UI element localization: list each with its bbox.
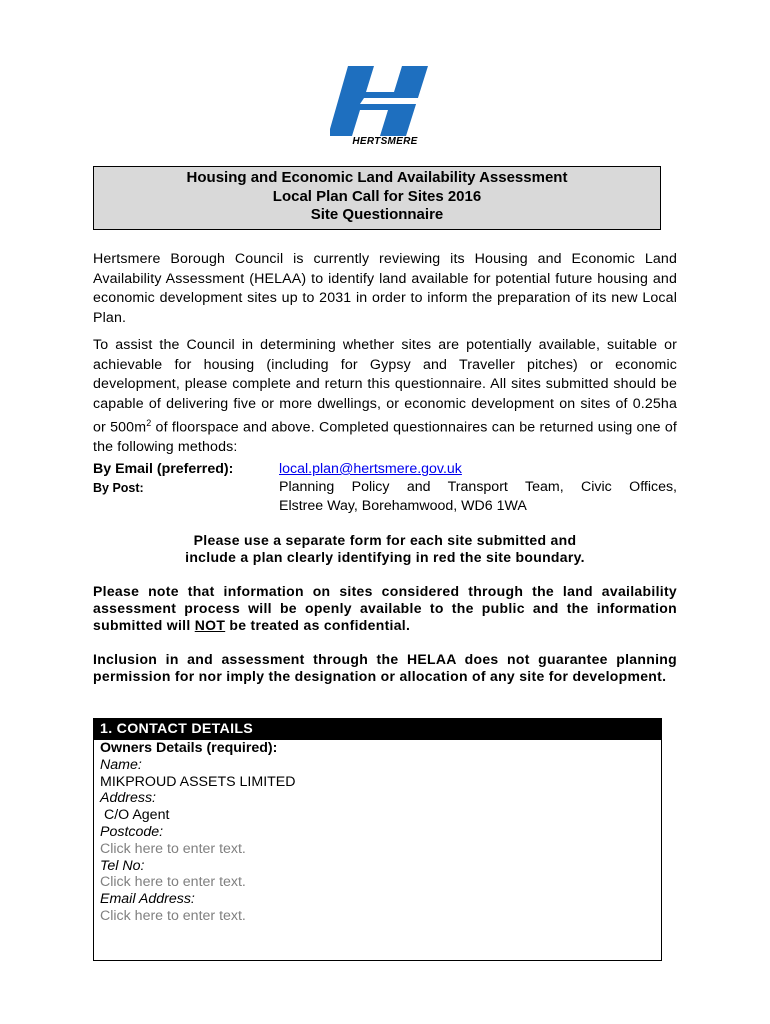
contact-details-body — [94, 740, 661, 925]
intro-p2-part-b: of floorspace and above. Completed questionnaires can be returned using one of the following methods: — [93, 419, 677, 456]
public-information-notice — [93, 583, 677, 634]
postcode-label: Postcode: — [100, 823, 164, 840]
address-label: Address: — [100, 790, 156, 807]
title-box — [93, 166, 661, 230]
email-method-link[interactable] — [279, 460, 462, 480]
separate-notice-line-2: include a plan clearly identifying in red the site boundary. — [185, 549, 585, 565]
address-field[interactable]: C/O Agent — [100, 807, 170, 824]
not-emphasis: NOT — [194, 617, 226, 633]
post-method-label: By Post: — [93, 481, 144, 495]
contact-details-header: 1. CONTACT DETAILS — [94, 719, 661, 740]
intro-p2-part-a: To assist the Council in determining whether sites are potentially available, suitable or achievable for housing (including for Gypsy and Traveller pitches) or economic development, please complete and return this questionnaire. All sites submitted should be capable of delivering five or more dwellings, or economic development on sites of 0.25ha or 500m — [93, 337, 677, 436]
separate-form-notice — [93, 532, 677, 566]
postcode-field[interactable]: Click here to enter text. — [100, 840, 246, 857]
helaa-disclaimer: Inclusion in and assessment through the HELAA does not guarantee planning permission for nor imply the designation or allocation of any site for development. — [93, 651, 677, 684]
tel-field[interactable]: Click here to enter text. — [100, 874, 246, 891]
title-line-3: Site Questionnaire — [310, 206, 444, 223]
title-line-2: Local Plan Call for Sites 2016 — [272, 187, 482, 205]
email-method-label: By Email (preferred): — [93, 461, 234, 477]
title-line-1: Housing and Economic Land Availability Assessment — [186, 169, 568, 186]
email-address-label: Email Address: — [100, 891, 195, 908]
public-notice-part-a: Please note that information on sites considered through the land availability assessment process will be openly available to the public and the information submitted will — [93, 583, 677, 633]
email-link[interactable]: local.plan@hertsmere.gov.uk — [279, 461, 462, 477]
post-address-line-1: Planning Policy and Transport Team, Civic Offices, — [279, 479, 677, 495]
intro-paragraph-1: Hertsmere Borough Council is currently reviewing its Housing and Economic Land Availability Assessment (HELAA) to identify land available for potential future housing and economic development sites up to 2031 in order to inform the preparation of its new Local Plan. — [93, 251, 677, 326]
tel-label: Tel No: — [100, 857, 145, 874]
contact-details-section — [93, 718, 662, 961]
logo-text: HERTSMERE — [352, 136, 418, 147]
hertsmere-h-logo-icon — [330, 58, 440, 138]
public-notice-part-b: be treated as confidential. — [225, 617, 411, 633]
email-address-field[interactable]: Click here to enter text. — [100, 907, 246, 924]
name-label: Name: — [100, 756, 142, 773]
superscript-2: 2 — [146, 418, 152, 428]
name-field[interactable]: MIKPROUD ASSETS LIMITED — [100, 773, 296, 790]
post-address-line-2: Elstree Way, Borehamwood, WD6 1WA — [279, 498, 527, 514]
intro-paragraph-2 — [93, 336, 677, 458]
owners-details-label: Owners Details (required): — [100, 740, 278, 756]
separate-notice-line-1: Please use a separate form for each site submitted and — [193, 532, 577, 548]
